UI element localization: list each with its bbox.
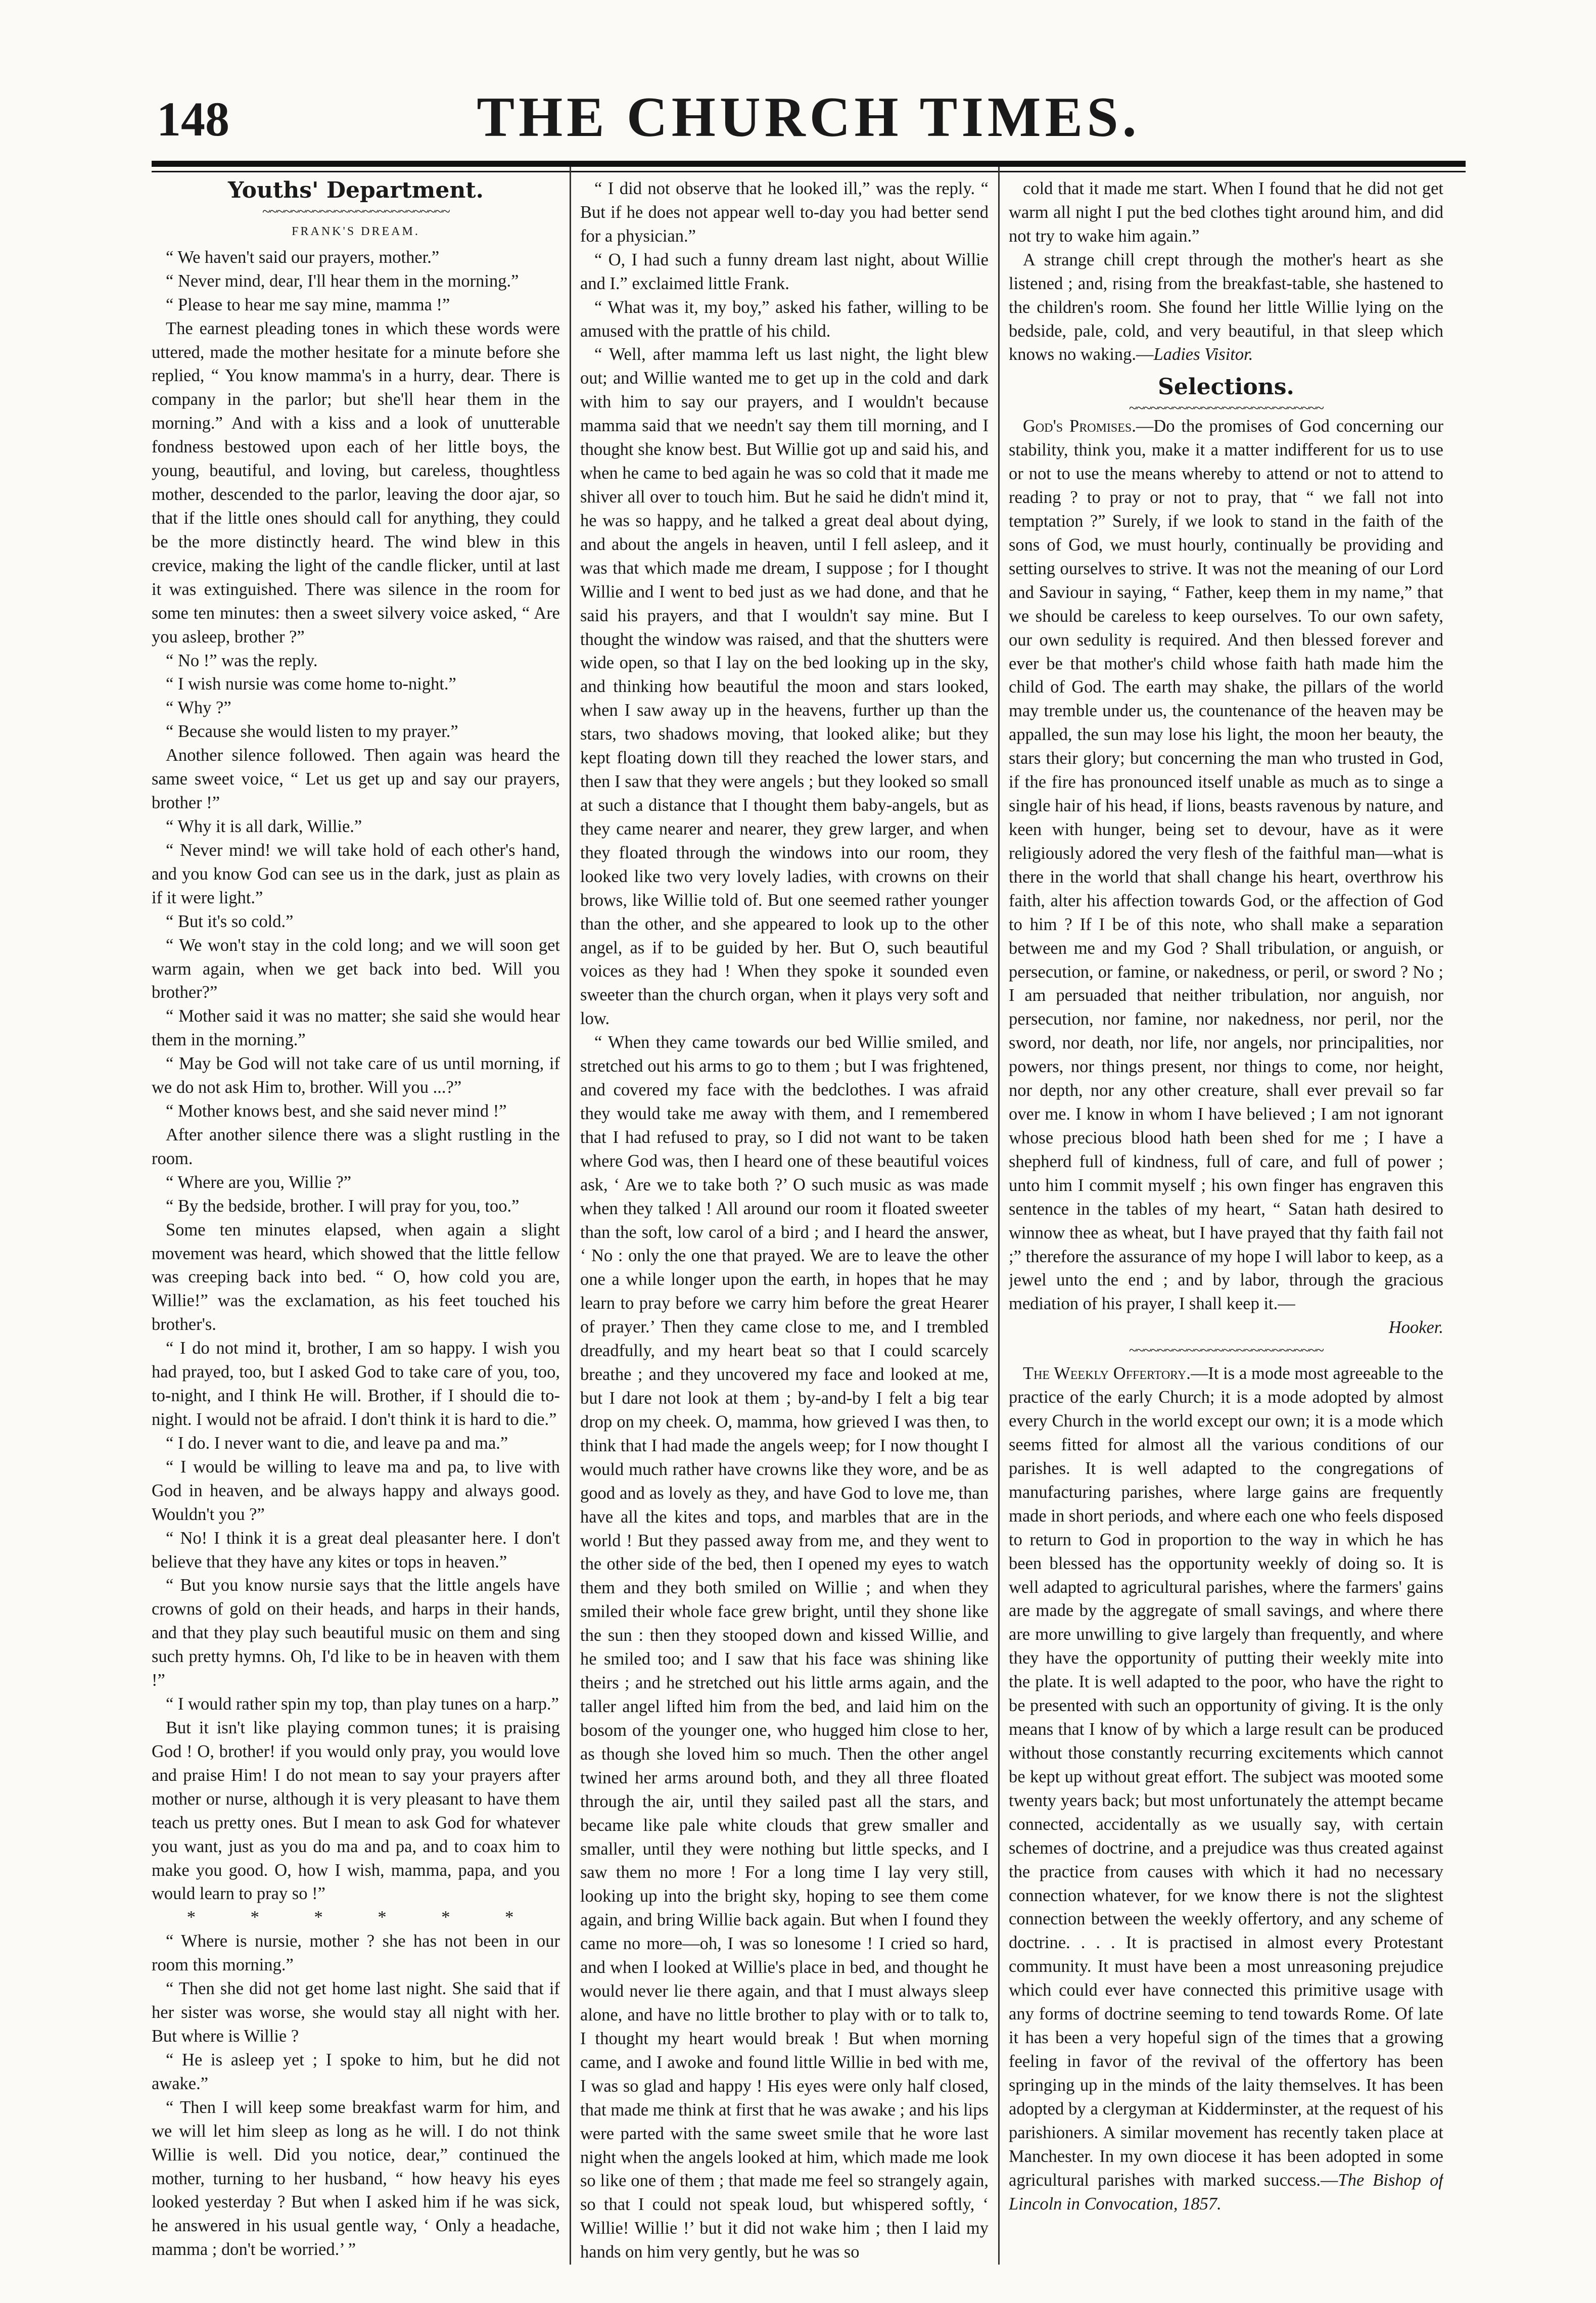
page-number: 148 xyxy=(157,92,229,146)
paragraph: “ Mother knows best, and she said never mind !” xyxy=(166,1101,507,1121)
paragraph: “ Then she did not get home last night. She said that if her sister was worse, she would stay all night with her. But where is Willie ? xyxy=(152,1979,560,2046)
paragraph: The earnest pleading tones in which these words were uttered, made the mother hesitate for a minute before she replied, “ You know mamma's in a hurry, dear. There is company in the parlor; but she'll hear them in the morning.” And with a kiss and a look of unutterable fondness bestowed upon each of her little boys, the young, beautiful, and loving, but careless, thoughtless mother, descended to the parlor, leaving the door ajar, so that if the little ones should call for anything, they could be the more distinctly heard. The wind blew in this crevice, making the light of the candle flicker, until at last it was extinguished. There was silence in the room for some ten minutes: then a sweet silvery voice asked, “ Are you asleep, brother ?” xyxy=(152,318,560,647)
paragraph: “ But you know nursie says that the little angels have crowns of gold on their heads, and harps in their hands, and that they play such beautiful music on them and sing such pretty hymns. Oh, I'd like to be in heaven with them !” xyxy=(152,1576,560,1690)
column-divider xyxy=(998,167,1000,2265)
paragraph: Some ten minutes elapsed, when again a slight movement was heard, which showed that the little fellow was creeping back into bed. “ O, how cold you are, Willie!” was the exclamation, as his feet touched his brother's. xyxy=(152,1220,560,1334)
paragraph: “ By the bedside, brother. I will pray for you, too.” xyxy=(166,1196,520,1216)
article-lead: The Weekly Offertory. xyxy=(1023,1364,1191,1384)
paragraph: “ I wish nursie was come home to-night.” xyxy=(166,674,456,694)
section-heading: Youths' Department. xyxy=(228,177,484,203)
section-heading: Selections. xyxy=(1158,374,1294,400)
article-text: —It is a mode most agreeable to the practice of the early Church; it is a mode adopted by almost every Church in the world except our own; it is a mode which seems fitted for almost all the various conditions of our parishes. It is well adapted to the congregations of manufacturing parishes, where large gains are frequently made in short periods, and where each one who feels disposed to return to God in proportion to the way in which he has been blessed has the opportunity weekly of doing so. It is well adapted to agricultural parishes, where the farmers' gains are made by the aggregate of small savings, and where there are more unwilling to give largely than frequently, and where they have the opportunity of putting their weekly mite into the plate. It is well adapted to the poor, who have the right to be presented with such an opportunity of giving. It is the only means that I know of by which a large result can be produced without those constantly recurring excitements which cannot be kept up without great effort. The subject was mooted some twenty years back; but most unfortunately the attempt became connected, accidentally as we usually say, with certain schemes of doctrine, and a prejudice was thus created against the practice from causes with which it had no necessary connection whatever, for we know there is not the slightest connection between the weekly offertory, and any scheme of doctrine. . . . It is practised in almost every Protestant community. It must have been a most unreasoning prejudice which could ever have connected this primitive usage with any forms of doctrine seeming to tend towards Rome. Of late it has been a very hopeful sign of the times that a growing feeling in favor of the revival of the offertory has been springing up in the minds of the laity themselves. It has been adopted by a clergyman at Kidderminster, at the request of his parishioners. A similar movement has recently taken place at Manchester. In my own diocese it has been adopted in some agricultural parishes with marked success.— xyxy=(1009,1364,1443,2190)
paragraph: “ Then I will keep some breakfast warm for him, and we will let him sleep as long as he will. I do not think Willie is well. Did you notice, dear,” continued the mother, turning to her husband, “ how heavy his eyes looked yesterday ? But when I asked him if he was sick, he answered in his usual gentle way, ‘ Only a headache, mamma ; don't be worried.’ ” xyxy=(152,2097,560,2260)
ornamental-rule: ~~~~~~~~~~~~~~~~~~~~~~~~~~ xyxy=(262,205,449,218)
masthead-rule-thick xyxy=(152,161,1466,167)
paragraph: “ Because she would listen to my prayer.” xyxy=(166,722,458,742)
paragraph: “ Mother said it was no matter; she said she would hear them in the morning.” xyxy=(152,1006,560,1050)
article-text: —Do the promises of God concerning our stability, think you, make it a matter indifferent for us to use or not to use the means whereby to attend or not to attend to reading ? to pray or not to pray, that “ we fall not into temptation ?” Surely, if we look to stand in the faith of the sons of God, we must hourly, continually be providing and setting ourselves to strive. It was not the meaning of our Lord and Saviour in saying, “ Father, keep them in my name,” that we should be careless to keep ourselves. To our own safety, our own sedulity is required. And then blessed forever and ever be that mother's child whose faith hath made him the child of God. The earth may shake, the pillars of the world may tremble under us, the countenance of the heaven may be appalled, the sun may lose his light, the moon her beauty, the stars their glory; but concerning the man who trusted in God, if the fire has pronounced itself unable as much as to singe a single hair of his head, if lions, beasts ravenous by nature, and keen with hunger, being set to devour, have as it were religiously adored the very flesh of the faithful man—what is there in the world that shall change his heart, overthrow his faith, alter his affection towards God, or the affection of God to him ? If I be of this note, who shall make a separation between me and my God ? Shall tribulation, or anguish, or persecution, or famine, or nakedness, or peril, or sword ? No ; I am persuaded that neither tribulation, nor anguish, nor persecution, nor famine, nor nakedness, nor peril, nor the sword, nor death, nor life, nor angels, nor principalities, nor powers, nor things present, nor things to come, nor height, nor depth, nor any other creature, shall ever prevail so far over me. I know in whom I have believed ; I am not ignorant whose precious blood hath been shed for me ; I have a shepherd full of kindness, full of care, and full of power ; unto him I commit myself ; his own finger has engraven this sentence in the tables of my heart, “ Satan hath desired to winnow thee as wheat, but I have prayed that thy faith fail not ;” therefore the assurance of my hope I will labor to keep, as a jewel unto the end ; and by labor, through the gracious mediation of his prayer, I shall keep it.— xyxy=(1009,417,1443,1314)
paragraph: After another silence there was a slight rustling in the room. xyxy=(152,1125,560,1168)
column-selections xyxy=(1009,177,1443,2273)
article-lead: God's Promises. xyxy=(1023,417,1136,436)
paragraph: * * * * * * xyxy=(186,1908,539,1927)
paragraph: “ Where are you, Willie ?” xyxy=(166,1172,352,1192)
ornamental-rule: ~~~~~~~~~~~~~~~~~~~~~~~~~~~ xyxy=(1129,402,1324,415)
article-gods-promises xyxy=(1009,414,1443,1316)
paragraph: “ Well, after mamma left us last night, the light blew out; and Willie wanted me to get up in the cold and dark with him to say our prayers, and I wouldn't because mamma said that we needn't say them till morning, and I thought she know best. But Willie got up and said his, and when he came to bed again he was so cold that it made me shiver all over to touch him. But he said he didn't mind it, he was so happy, and he talked a great deal about dying, and about the angels in heaven, until I fell asleep, and it was that which made me dream, I suppose ; for I thought Willie and I went to bed just as we had done, and that he said his prayers, and that I wouldn't say mine. But I thought the window was raised, and that the shutters were wide open, so that I lay on the bed looking up in the sky, and thinking how beautiful the moon and stars looked, when I saw away up in the heavens, further up than the stars, two shadows moving, that looked alike; but they kept floating down till they reached the lower stars, and then I saw that they were angels ; but they looked so small at such a distance that I thought them baby-angels, but as they came nearer and nearer, they grew larger, and when they floated through the windows into our room, they looked like two very lovely ladies, with crowns on their brows, like Willie told of. But one seemed rather younger than the other, and she appeared to look up to the other angel, as if to be guided by her. But O, such beautiful voices as they had ! When they spoke it sounded even sweeter than the church organ, when it plays very soft and low. xyxy=(580,345,989,1029)
paragraph: “ No !” was the reply. xyxy=(166,651,318,670)
column-youths-department xyxy=(152,177,560,2273)
paragraph: “ Never mind, dear, I'll hear them in the morning.” xyxy=(166,271,519,291)
column-divider xyxy=(570,167,571,2265)
article-weekly-offertory xyxy=(1009,1362,1443,2216)
paragraph: “ Please to hear me say mine, mamma !” xyxy=(166,295,450,314)
paper-title: THE CHURCH TIMES. xyxy=(477,86,1141,149)
paragraph: “ Why it is all dark, Willie.” xyxy=(166,816,362,836)
paragraph: “ I would be willing to leave ma and pa, to live with God in heaven, and be always happy and always good. Wouldn't you ?” xyxy=(152,1457,560,1524)
article-source: The Bishop of Lincoln in Convocation, 1857. xyxy=(1009,2170,1443,2214)
paragraph: “ We haven't said our prayers, mother.” xyxy=(166,247,440,267)
paragraph: “ Where is nursie, mother ? she has not been in our room this morning.” xyxy=(152,1931,560,1975)
paragraph: “ Never mind! we will take hold of each other's hand, and you know God can see us in the dark, just as plain as if it were light.” xyxy=(152,840,560,907)
paragraph: “ I did not observe that he looked ill,” was the reply. “ But if he does not appear well to-day you had better send for a physician.” xyxy=(580,179,989,246)
column-story-continued xyxy=(580,177,989,2273)
article-source: Hooker. xyxy=(1388,1318,1443,1338)
story-source: Ladies Visitor. xyxy=(1153,345,1253,364)
masthead-rule-thin xyxy=(152,171,1466,172)
paragraph: Another silence followed. Then again was heard the same sweet voice, “ Let us get up and say our prayers, brother !” xyxy=(152,746,560,813)
paragraph: “ He is asleep yet ; I spoke to him, but he did not awake.” xyxy=(152,2050,560,2093)
paragraph: “ O, I had such a funny dream last night, about Willie and I.” exclaimed little Frank. xyxy=(580,250,989,293)
story-title: FRANK'S DREAM. xyxy=(292,224,420,238)
paragraph: “ May be God will not take care of us until morning, if we do not ask Him to, brother. Will you ...?” xyxy=(152,1054,560,1097)
masthead xyxy=(152,76,1466,164)
paragraph: “ What was it, my boy,” asked his father, willing to be amused with the prattle of his child. xyxy=(580,297,989,341)
story-conclusion-text: A strange chill crept through the mother's heart as she listened ; and, rising from the breakfast-table, she hastened to the children's room. She found her little Willie lying on the bedside, pale, cold, and very beautiful, in that sleep which knows no waking.— xyxy=(1009,250,1443,364)
story-conclusion: cold that it made me start. When I found that he did not get warm all night I put the bed clothes tight around him, and did not try to wake him again.” xyxy=(1009,179,1443,246)
paragraph: “ I would rather spin my top, than play tunes on a harp.” xyxy=(166,1694,559,1714)
paragraph: “ No! I think it is a great deal pleasanter here. I don't believe that they have any kites or tops in heaven.” xyxy=(152,1528,560,1572)
paragraph: “ I do. I never want to die, and leave pa and ma.” xyxy=(166,1433,508,1453)
story-body-continued xyxy=(580,177,989,2264)
story-body xyxy=(152,246,560,2262)
ornamental-rule: ~~~~~~~~~~~~~~~~~~~~~~~~~~~ xyxy=(1129,1345,1324,1357)
paragraph: But it isn't like playing common tunes; it is praising God ! O, brother! if you would only pray, you would love and praise Him! I do not mean to say your prayers after mother or nurse, although it is very pleasant to have them teach us pretty ones. But I mean to ask God for whatever you want, just as you do ma and pa, and to coax him to make you good. O, how I wish, mamma, papa, and you would learn to pray so !” xyxy=(152,1718,560,1904)
paragraph: “ When they came towards our bed Willie smiled, and stretched out his arms to go to them ; but I was frightened, and covered my face with the bedclothes. I was afraid they would take me away with them, and I remembered that I had refused to pray, so I did not want to be taken where God was, then I heard one of these beautiful voices ask, ‘ Are we to take both ?’ O such music as was made when they talked ! All around our room it floated sweeter than the soft, low carol of a bird ; and I heard the answer, ‘ No : only the one that prayed. We are to leave the other one a while longer upon the earth, in hopes that he may learn to pray before we carry him before the great Hearer of prayer.’ Then they came close to me, and I trembled dreadfully, and my heart beat so that I could scarcely breathe ; and they uncovered my face and looked at me, but I dare not look at them ; by-and-by I felt a big tear drop on my cheek. O, mamma, how grieved I was then, to think that I had made the angels weep; for I now thought I would much rather have crowns like they wore, and be as good and as lovely as they, and have God to love me, than have all the kites and tops, and marbles that are in the world ! But they passed away from me, and they went to the other side of the bed, then I opened my eyes to watch them and they both smiled on Willie ; and when they smiled their whole face grew bright, until they shone like the sun : then they stooped down and kissed Willie, and he smiled too; and I saw that his face was shining like theirs ; and he stretched out his little arms again, and the taller angel lifted him from the bed, and laid him on the bosom of the younger one, who hugged him close to her, as though she loved him so much. Then the other angel twined her arms around both, and they all three floated through the air, until they sailed past all the stars, and became like pale white clouds that grew smaller and smaller, until they were nothing but little specks, and I saw them no more ! For a long time I lay very still, looking up into the bright sky, hoping to see them come again, and bring Willie back again. But when I found they came no more—oh, I was so lonesome ! I cried so hard, and when I looked at Willie's place in bed, and thought he would never lie there again, and that I must always sleep alone, and have no little brother to play with or to talk to, I thought my heart would break ! But when morning came, and I awoke and found little Willie in bed with me, I was so glad and happy ! His eyes were only half closed, that made me think at first that he was awake ; and his lips were parted with the same sweet smile that he wore last night when the angels looked at him, which made me look so like one of them ; that made me feel so strangely again, so that I could not speak loud, but whispered softly, ‘ Willie! Willie !’ but it did not wake him ; then I laid my hands on him very gently, but he was so xyxy=(580,1033,989,2262)
paragraph: “ But it's so cold.” xyxy=(166,911,294,931)
story-conclusion-paragraph xyxy=(1009,248,1443,367)
paragraph: “ I do not mind it, brother, I am so happy. I wish you had prayed, too, but I asked God to take care of you, too, to-night, and I think He will. Brother, if I should die to-night. I would not be afraid. I don't think it is hard to die.” xyxy=(152,1339,560,1430)
paragraph: “ Why ?” xyxy=(166,698,231,718)
paragraph: “ We won't stay in the cold long; and we will soon get warm again, when we get back into bed. Will you brother?” xyxy=(152,935,560,1002)
